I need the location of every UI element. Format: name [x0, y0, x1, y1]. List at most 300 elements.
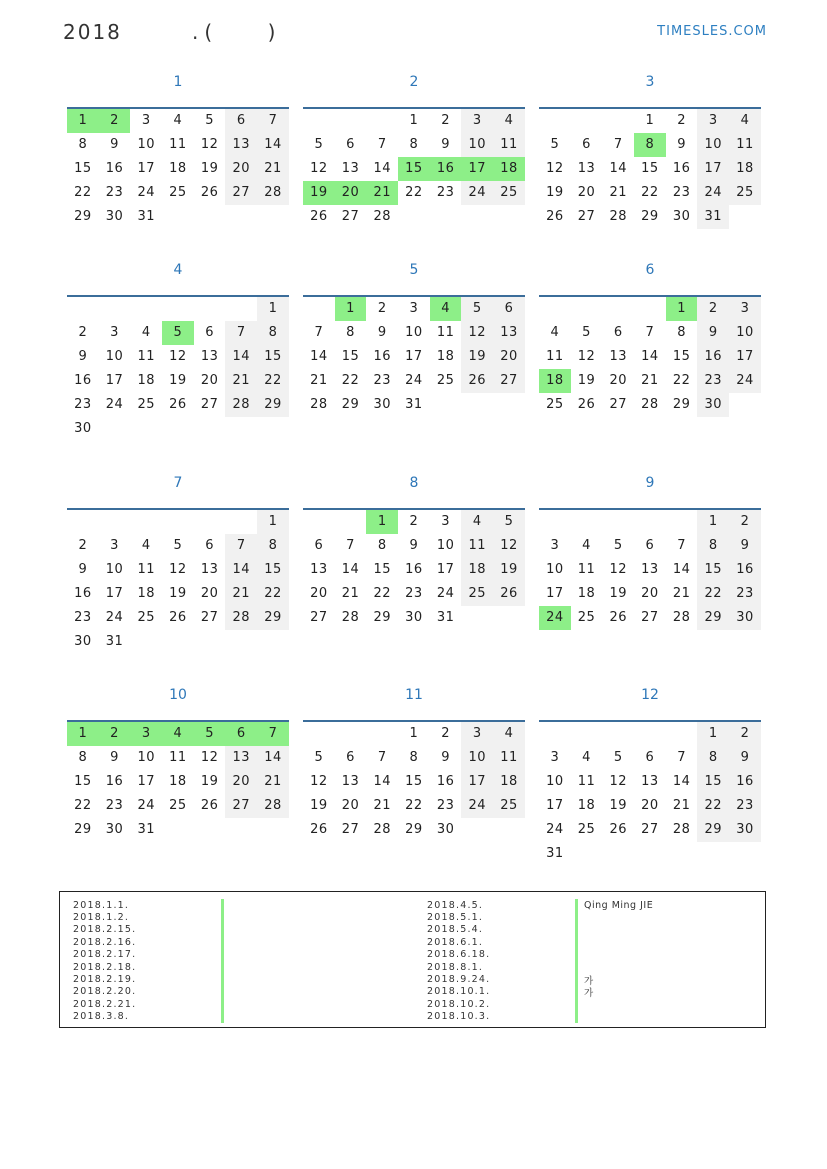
- day-cell[interactable]: 30: [105, 822, 124, 837]
- day-cell[interactable]: 27: [341, 209, 360, 224]
- day-cell[interactable]: 11: [169, 750, 187, 765]
- day-cell[interactable]: 20: [641, 798, 659, 813]
- day-cell[interactable]: 21: [609, 185, 627, 200]
- day-cell[interactable]: 18: [493, 157, 525, 181]
- day-cell[interactable]: 23: [105, 798, 124, 813]
- day-cell[interactable]: 20: [577, 185, 596, 200]
- day-cell[interactable]: 4: [141, 325, 151, 340]
- day-cell[interactable]: 16: [74, 373, 92, 388]
- day-cell[interactable]: 8: [257, 321, 289, 345]
- day-cell[interactable]: 6: [582, 137, 591, 152]
- day-cell[interactable]: 6: [225, 722, 257, 746]
- day-cell[interactable]: 11: [546, 349, 564, 364]
- day-cell[interactable]: 6: [225, 109, 257, 133]
- day-cell[interactable]: 4: [550, 325, 560, 340]
- day-cell[interactable]: 16: [436, 774, 455, 789]
- day-cell[interactable]: 10: [461, 133, 493, 157]
- day-cell[interactable]: 2: [409, 514, 419, 529]
- day-cell[interactable]: 22: [672, 373, 691, 388]
- day-cell[interactable]: 29: [697, 606, 729, 630]
- day-cell[interactable]: 25: [493, 794, 525, 818]
- day-cell[interactable]: 4: [582, 750, 591, 765]
- day-cell[interactable]: 6: [205, 538, 214, 553]
- day-cell[interactable]: 25: [577, 610, 596, 625]
- day-cell[interactable]: 9: [729, 746, 761, 770]
- day-cell[interactable]: 20: [341, 798, 360, 813]
- day-cell[interactable]: 18: [169, 161, 187, 176]
- day-cell[interactable]: 22: [257, 369, 289, 393]
- day-cell[interactable]: 24: [436, 586, 455, 601]
- day-cell[interactable]: 9: [409, 538, 419, 553]
- day-cell[interactable]: 21: [225, 582, 257, 606]
- day-cell[interactable]: 20: [200, 586, 219, 601]
- day-cell[interactable]: 26: [577, 397, 596, 412]
- day-cell[interactable]: 7: [377, 137, 387, 152]
- day-cell[interactable]: 25: [461, 582, 493, 606]
- day-cell[interactable]: 10: [137, 750, 155, 765]
- day-cell[interactable]: 26: [609, 610, 627, 625]
- day-cell[interactable]: 26: [169, 610, 187, 625]
- day-cell[interactable]: 26: [493, 582, 525, 606]
- day-cell[interactable]: 27: [200, 610, 219, 625]
- day-cell[interactable]: 23: [74, 610, 92, 625]
- day-cell[interactable]: 1: [409, 726, 419, 741]
- day-cell[interactable]: 14: [257, 133, 289, 157]
- day-cell[interactable]: 12: [493, 534, 525, 558]
- day-cell[interactable]: 29: [373, 610, 391, 625]
- day-cell[interactable]: 25: [436, 373, 455, 388]
- day-cell[interactable]: 28: [672, 822, 691, 837]
- day-cell[interactable]: 6: [205, 325, 214, 340]
- day-cell[interactable]: 16: [672, 161, 691, 176]
- day-cell[interactable]: 14: [373, 774, 391, 789]
- day-cell[interactable]: 8: [634, 133, 666, 157]
- day-cell[interactable]: 21: [257, 770, 289, 794]
- day-cell[interactable]: 25: [137, 610, 155, 625]
- day-cell[interactable]: 28: [225, 393, 257, 417]
- day-cell[interactable]: 25: [729, 181, 761, 205]
- day-cell[interactable]: 23: [436, 798, 455, 813]
- day-cell[interactable]: 8: [346, 325, 355, 340]
- day-cell[interactable]: 5: [613, 538, 623, 553]
- day-cell[interactable]: 29: [257, 606, 289, 630]
- day-cell[interactable]: 25: [493, 181, 525, 205]
- day-cell[interactable]: 18: [577, 798, 596, 813]
- day-cell[interactable]: 30: [436, 822, 455, 837]
- day-cell[interactable]: 27: [493, 369, 525, 393]
- day-cell[interactable]: 10: [137, 137, 155, 152]
- day-cell[interactable]: 1: [666, 297, 698, 321]
- day-cell[interactable]: 11: [577, 562, 596, 577]
- day-cell[interactable]: 23: [729, 794, 761, 818]
- day-cell[interactable]: 17: [546, 798, 564, 813]
- day-cell[interactable]: 3: [461, 722, 493, 746]
- day-cell[interactable]: 27: [225, 794, 257, 818]
- day-cell[interactable]: 20: [493, 345, 525, 369]
- day-cell[interactable]: 3: [550, 750, 560, 765]
- day-cell[interactable]: 30: [373, 397, 391, 412]
- day-cell[interactable]: 2: [99, 109, 131, 133]
- day-cell[interactable]: 4: [430, 297, 462, 321]
- day-cell[interactable]: 29: [641, 209, 659, 224]
- day-cell[interactable]: 19: [169, 586, 187, 601]
- day-cell[interactable]: 21: [341, 586, 360, 601]
- day-cell[interactable]: 9: [729, 534, 761, 558]
- day-cell[interactable]: 1: [409, 113, 419, 128]
- day-cell[interactable]: 25: [169, 185, 187, 200]
- day-cell[interactable]: 23: [373, 373, 391, 388]
- day-cell[interactable]: 22: [641, 185, 659, 200]
- day-cell[interactable]: 14: [373, 161, 391, 176]
- day-cell[interactable]: 23: [74, 397, 92, 412]
- day-cell[interactable]: 9: [677, 137, 686, 152]
- day-cell[interactable]: 21: [672, 586, 691, 601]
- day-cell[interactable]: 5: [582, 325, 591, 340]
- day-cell[interactable]: 28: [672, 610, 691, 625]
- day-cell[interactable]: 1: [697, 722, 729, 746]
- day-cell[interactable]: 7: [225, 534, 257, 558]
- day-cell[interactable]: 17: [546, 586, 564, 601]
- day-cell[interactable]: 13: [577, 161, 596, 176]
- day-cell[interactable]: 24: [137, 798, 155, 813]
- day-cell[interactable]: 16: [105, 774, 124, 789]
- day-cell[interactable]: 8: [697, 534, 729, 558]
- day-cell[interactable]: 9: [110, 750, 119, 765]
- day-cell[interactable]: 1: [257, 510, 289, 534]
- day-cell[interactable]: 17: [461, 770, 493, 794]
- day-cell[interactable]: 18: [169, 774, 187, 789]
- day-cell[interactable]: 12: [200, 750, 219, 765]
- day-cell[interactable]: 8: [78, 750, 88, 765]
- day-cell[interactable]: 27: [577, 209, 596, 224]
- day-cell[interactable]: 4: [729, 109, 761, 133]
- day-cell[interactable]: 31: [105, 634, 124, 649]
- day-cell[interactable]: 21: [366, 181, 398, 205]
- day-cell[interactable]: 16: [405, 562, 423, 577]
- day-cell[interactable]: 11: [436, 325, 455, 340]
- day-cell[interactable]: 26: [461, 369, 493, 393]
- day-cell[interactable]: 13: [200, 349, 219, 364]
- day-cell[interactable]: 10: [436, 538, 455, 553]
- day-cell[interactable]: 14: [672, 562, 691, 577]
- day-cell[interactable]: 9: [78, 349, 88, 364]
- day-cell[interactable]: 5: [493, 510, 525, 534]
- day-cell[interactable]: 24: [697, 181, 729, 205]
- day-cell[interactable]: 7: [257, 109, 289, 133]
- day-cell[interactable]: 19: [169, 373, 187, 388]
- day-cell[interactable]: 28: [373, 822, 391, 837]
- day-cell[interactable]: 3: [729, 297, 761, 321]
- day-cell[interactable]: 11: [169, 137, 187, 152]
- day-cell[interactable]: 24: [105, 610, 124, 625]
- day-cell[interactable]: 2: [729, 722, 761, 746]
- day-cell[interactable]: 13: [641, 774, 659, 789]
- day-cell[interactable]: 9: [441, 750, 450, 765]
- day-cell[interactable]: 27: [609, 397, 627, 412]
- day-cell[interactable]: 28: [257, 794, 289, 818]
- day-cell[interactable]: 3: [550, 538, 560, 553]
- day-cell[interactable]: 30: [672, 209, 691, 224]
- day-cell[interactable]: 29: [257, 393, 289, 417]
- day-cell[interactable]: 7: [613, 137, 623, 152]
- day-cell[interactable]: 4: [582, 538, 591, 553]
- day-cell[interactable]: 16: [373, 349, 391, 364]
- day-cell[interactable]: 11: [577, 774, 596, 789]
- day-cell[interactable]: 14: [341, 562, 360, 577]
- day-cell[interactable]: 1: [67, 109, 99, 133]
- day-cell[interactable]: 17: [729, 345, 761, 369]
- day-cell[interactable]: 7: [314, 325, 324, 340]
- day-cell[interactable]: 23: [729, 582, 761, 606]
- day-cell[interactable]: 7: [346, 538, 355, 553]
- day-cell[interactable]: 15: [405, 774, 423, 789]
- day-cell[interactable]: 1: [67, 722, 99, 746]
- day-cell[interactable]: 12: [609, 774, 627, 789]
- day-cell[interactable]: 5: [314, 137, 324, 152]
- day-cell[interactable]: 5: [162, 321, 194, 345]
- day-cell[interactable]: 10: [105, 349, 124, 364]
- day-cell[interactable]: 11: [461, 534, 493, 558]
- day-cell[interactable]: 15: [341, 349, 360, 364]
- day-cell[interactable]: 13: [225, 746, 257, 770]
- day-cell[interactable]: 18: [577, 586, 596, 601]
- day-cell[interactable]: 28: [310, 397, 328, 412]
- day-cell[interactable]: 31: [436, 610, 455, 625]
- day-cell[interactable]: 8: [697, 746, 729, 770]
- day-cell[interactable]: 6: [645, 538, 655, 553]
- day-cell[interactable]: 19: [200, 161, 219, 176]
- day-cell[interactable]: 18: [729, 157, 761, 181]
- day-cell[interactable]: 3: [130, 722, 162, 746]
- day-cell[interactable]: 5: [205, 113, 214, 128]
- day-cell[interactable]: 27: [225, 181, 257, 205]
- day-cell[interactable]: 28: [641, 397, 659, 412]
- day-cell[interactable]: 7: [677, 538, 686, 553]
- site-link[interactable]: TIMESLES.COM: [657, 24, 767, 39]
- day-cell[interactable]: 19: [546, 185, 564, 200]
- day-cell[interactable]: 7: [677, 750, 686, 765]
- day-cell[interactable]: 2: [99, 722, 131, 746]
- day-cell[interactable]: 17: [137, 774, 155, 789]
- day-cell[interactable]: 30: [729, 818, 761, 842]
- day-cell[interactable]: 30: [697, 393, 729, 417]
- day-cell[interactable]: 29: [405, 822, 423, 837]
- day-cell[interactable]: 13: [641, 562, 659, 577]
- day-cell[interactable]: 22: [405, 185, 423, 200]
- day-cell[interactable]: 21: [257, 157, 289, 181]
- day-cell[interactable]: 26: [200, 185, 219, 200]
- day-cell[interactable]: 4: [493, 109, 525, 133]
- day-cell[interactable]: 2: [729, 510, 761, 534]
- day-cell[interactable]: 13: [200, 562, 219, 577]
- day-cell[interactable]: 29: [341, 397, 360, 412]
- day-cell[interactable]: 3: [110, 538, 119, 553]
- day-cell[interactable]: 9: [441, 137, 450, 152]
- day-cell[interactable]: 4: [173, 113, 183, 128]
- day-cell[interactable]: 25: [546, 397, 564, 412]
- day-cell[interactable]: 15: [672, 349, 691, 364]
- day-cell[interactable]: 23: [697, 369, 729, 393]
- day-cell[interactable]: 24: [405, 373, 423, 388]
- day-cell[interactable]: 21: [672, 798, 691, 813]
- day-cell[interactable]: 7: [645, 325, 655, 340]
- day-cell[interactable]: 13: [225, 133, 257, 157]
- day-cell[interactable]: 19: [609, 798, 627, 813]
- day-cell[interactable]: 19: [577, 373, 596, 388]
- day-cell[interactable]: 30: [74, 421, 92, 436]
- day-cell[interactable]: 9: [110, 137, 119, 152]
- day-cell[interactable]: 8: [409, 750, 419, 765]
- day-cell[interactable]: 15: [373, 562, 391, 577]
- day-cell[interactable]: 2: [78, 538, 88, 553]
- day-cell[interactable]: 7: [257, 722, 289, 746]
- day-cell[interactable]: 8: [677, 325, 686, 340]
- day-cell[interactable]: 19: [303, 181, 335, 205]
- day-cell[interactable]: 20: [225, 770, 257, 794]
- day-cell[interactable]: 2: [697, 297, 729, 321]
- day-cell[interactable]: 4: [141, 538, 151, 553]
- day-cell[interactable]: 19: [493, 558, 525, 582]
- day-cell[interactable]: 27: [341, 822, 360, 837]
- day-cell[interactable]: 31: [137, 822, 155, 837]
- day-cell[interactable]: 22: [341, 373, 360, 388]
- day-cell[interactable]: 15: [257, 345, 289, 369]
- day-cell[interactable]: 21: [373, 798, 391, 813]
- day-cell[interactable]: 23: [672, 185, 691, 200]
- day-cell[interactable]: 15: [257, 558, 289, 582]
- day-cell[interactable]: 5: [613, 750, 623, 765]
- day-cell[interactable]: 13: [341, 161, 360, 176]
- day-cell[interactable]: 19: [609, 586, 627, 601]
- day-cell[interactable]: 24: [105, 397, 124, 412]
- day-cell[interactable]: 12: [609, 562, 627, 577]
- day-cell[interactable]: 1: [335, 297, 367, 321]
- day-cell[interactable]: 22: [697, 794, 729, 818]
- day-cell[interactable]: 26: [310, 822, 328, 837]
- day-cell[interactable]: 14: [257, 746, 289, 770]
- day-cell[interactable]: 26: [169, 397, 187, 412]
- day-cell[interactable]: 20: [609, 373, 627, 388]
- day-cell[interactable]: 19: [461, 345, 493, 369]
- day-cell[interactable]: 29: [697, 818, 729, 842]
- day-cell[interactable]: 1: [257, 297, 289, 321]
- day-cell[interactable]: 6: [346, 750, 355, 765]
- day-cell[interactable]: 1: [697, 510, 729, 534]
- day-cell[interactable]: 3: [697, 109, 729, 133]
- day-cell[interactable]: 2: [677, 113, 686, 128]
- day-cell[interactable]: 21: [310, 373, 328, 388]
- day-cell[interactable]: 25: [577, 822, 596, 837]
- day-cell[interactable]: 26: [609, 822, 627, 837]
- day-cell[interactable]: 18: [539, 369, 571, 393]
- day-cell[interactable]: 16: [729, 558, 761, 582]
- day-cell[interactable]: 5: [550, 137, 560, 152]
- day-cell[interactable]: 22: [697, 582, 729, 606]
- day-cell[interactable]: 14: [641, 349, 659, 364]
- day-cell[interactable]: 1: [366, 510, 398, 534]
- day-cell[interactable]: 17: [436, 562, 455, 577]
- day-cell[interactable]: 14: [672, 774, 691, 789]
- day-cell[interactable]: 15: [74, 774, 92, 789]
- day-cell[interactable]: 20: [200, 373, 219, 388]
- day-cell[interactable]: 8: [409, 137, 419, 152]
- day-cell[interactable]: 18: [436, 349, 455, 364]
- day-cell[interactable]: 12: [310, 774, 328, 789]
- day-cell[interactable]: 19: [310, 798, 328, 813]
- day-cell[interactable]: 15: [74, 161, 92, 176]
- day-cell[interactable]: 14: [310, 349, 328, 364]
- day-cell[interactable]: 26: [200, 798, 219, 813]
- day-cell[interactable]: 12: [169, 349, 187, 364]
- day-cell[interactable]: 8: [377, 538, 387, 553]
- day-cell[interactable]: 10: [105, 562, 124, 577]
- day-cell[interactable]: 30: [105, 209, 124, 224]
- day-cell[interactable]: 22: [74, 185, 92, 200]
- day-cell[interactable]: 10: [546, 562, 564, 577]
- day-cell[interactable]: 20: [641, 586, 659, 601]
- day-cell[interactable]: 9: [697, 321, 729, 345]
- day-cell[interactable]: 22: [373, 586, 391, 601]
- day-cell[interactable]: 10: [405, 325, 423, 340]
- day-cell[interactable]: 28: [373, 209, 391, 224]
- day-cell[interactable]: 24: [539, 606, 571, 630]
- day-cell[interactable]: 27: [641, 610, 659, 625]
- day-cell[interactable]: 31: [137, 209, 155, 224]
- day-cell[interactable]: 5: [461, 297, 493, 321]
- day-cell[interactable]: 20: [310, 586, 328, 601]
- day-cell[interactable]: 4: [461, 510, 493, 534]
- day-cell[interactable]: 18: [461, 558, 493, 582]
- day-cell[interactable]: 15: [697, 558, 729, 582]
- day-cell[interactable]: 24: [546, 822, 564, 837]
- day-cell[interactable]: 23: [105, 185, 124, 200]
- day-cell[interactable]: 12: [461, 321, 493, 345]
- day-cell[interactable]: 31: [697, 205, 729, 229]
- day-cell[interactable]: 29: [74, 209, 92, 224]
- day-cell[interactable]: 11: [493, 746, 525, 770]
- day-cell[interactable]: 10: [461, 746, 493, 770]
- day-cell[interactable]: 25: [169, 798, 187, 813]
- day-cell[interactable]: 10: [697, 133, 729, 157]
- day-cell[interactable]: 5: [314, 750, 324, 765]
- day-cell[interactable]: 24: [461, 794, 493, 818]
- day-cell[interactable]: 22: [74, 798, 92, 813]
- day-cell[interactable]: 12: [546, 161, 564, 176]
- day-cell[interactable]: 25: [137, 397, 155, 412]
- day-cell[interactable]: 12: [310, 161, 328, 176]
- day-cell[interactable]: 13: [341, 774, 360, 789]
- day-cell[interactable]: 17: [461, 157, 493, 181]
- day-cell[interactable]: 11: [137, 349, 155, 364]
- day-cell[interactable]: 23: [405, 586, 423, 601]
- day-cell[interactable]: 17: [105, 373, 124, 388]
- day-cell[interactable]: 24: [461, 181, 493, 205]
- day-cell[interactable]: 17: [137, 161, 155, 176]
- day-cell[interactable]: 12: [577, 349, 596, 364]
- day-cell[interactable]: 31: [405, 397, 423, 412]
- day-cell[interactable]: 14: [225, 558, 257, 582]
- day-cell[interactable]: 16: [697, 345, 729, 369]
- day-cell[interactable]: 20: [335, 181, 367, 205]
- day-cell[interactable]: 11: [493, 133, 525, 157]
- day-cell[interactable]: 12: [169, 562, 187, 577]
- day-cell[interactable]: 15: [398, 157, 430, 181]
- day-cell[interactable]: 3: [141, 113, 151, 128]
- day-cell[interactable]: 10: [729, 321, 761, 345]
- day-cell[interactable]: 28: [257, 181, 289, 205]
- day-cell[interactable]: 13: [609, 349, 627, 364]
- day-cell[interactable]: 14: [609, 161, 627, 176]
